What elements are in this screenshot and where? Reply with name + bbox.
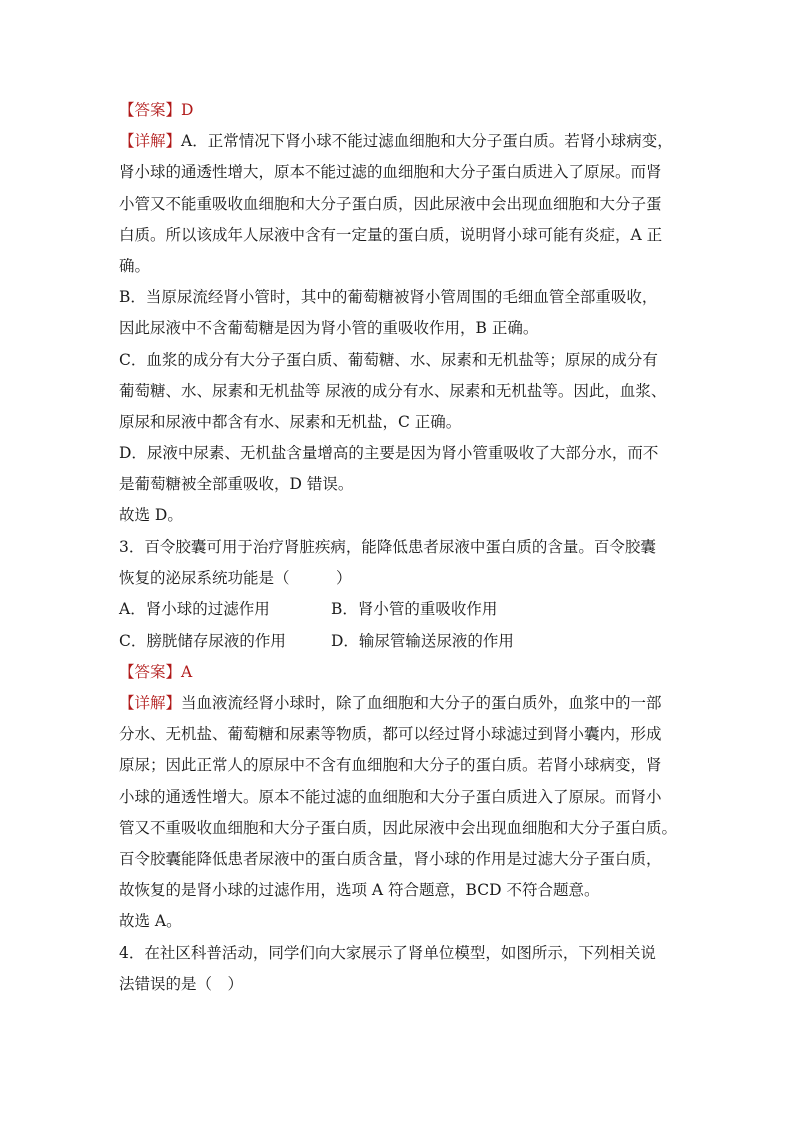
detail-text: D．尿液中尿素、无机盐含量增高的主要是因为肾小管重吸收了大部分水，而不 xyxy=(119,444,659,463)
detail-text: A．正常情况下肾小球不能过滤血细胞和大分子蛋白质。若肾小球病变， xyxy=(181,132,673,151)
answer-value: D xyxy=(181,101,194,119)
detail-text: 原尿和尿液中都含有水、尿素和无机盐，C 正确。 xyxy=(119,412,462,431)
options-row xyxy=(119,594,679,625)
options-row xyxy=(119,626,679,657)
detail-text: 百令胶囊能降低患者尿液中的蛋白质含量，肾小球的作用是过滤大分子蛋白质， xyxy=(119,849,662,868)
detail-text: 葡萄糖、水、尿素和无机盐等 尿液的成分有水、尿素和无机盐等。因此，血浆、 xyxy=(119,381,667,400)
option-c: C．膀胱储存尿液的作用 xyxy=(119,631,286,650)
conclusion-text: 故选 D。 xyxy=(119,506,183,525)
detail-text: 是葡萄糖被全部重吸收，D 错误。 xyxy=(119,475,354,494)
detail-text: 小球的通透性增大。原本不能过滤的血细胞和大分子蛋白质进入了原尿。而肾小 xyxy=(119,787,662,806)
answer-value: A xyxy=(181,662,193,681)
q2-detail-line xyxy=(119,126,679,157)
detail-text: 分水、无机盐、葡萄糖和尿素等物质，都可以经过肾小球滤过到肾小囊内，形成 xyxy=(119,725,662,744)
detail-text: 因此尿液中不含葡萄糖是因为肾小管的重吸收作用，B 正确。 xyxy=(119,319,539,338)
question-stem: 法错误的是（ ） xyxy=(119,975,244,994)
question-3 xyxy=(119,532,679,937)
detail-text: 当血液流经肾小球时，除了血细胞和大分子的蛋白质外，血浆中的一部 xyxy=(181,693,662,712)
q2-answer-line xyxy=(119,95,679,126)
detail-text: 管又不重吸收血细胞和大分子蛋白质，因此尿液中会出现血细胞和大分子蛋白质。 xyxy=(119,818,678,837)
detail-text: 原尿；因此正常人的原尿中不含有血细胞和大分子的蛋白质。若肾小球病变，肾 xyxy=(119,756,662,775)
q3-detail-line xyxy=(119,688,679,719)
question-4 xyxy=(119,938,679,1000)
detail-label: 【详解】 xyxy=(119,132,182,151)
option-d: D．输尿管输送尿液的作用 xyxy=(331,631,514,650)
detail-label: 【详解】 xyxy=(119,693,182,712)
option-a: A．肾小球的过滤作用 xyxy=(119,600,270,619)
answer-label: 【答案】 xyxy=(119,101,182,119)
q3-answer-line xyxy=(119,657,679,688)
detail-text: C．血浆的成分有大分子蛋白质、葡萄糖、水、尿素和无机盐等；原尿的成分有 xyxy=(119,350,658,369)
question-stem: 恢复的泌尿系统功能是（ ） xyxy=(119,569,352,588)
detail-text: 确。 xyxy=(119,256,151,275)
detail-text: 故恢复的是肾小球的过滤作用，选项 A 符合题意，BCD 不符合题意。 xyxy=(119,881,600,900)
conclusion-text: 故选 A。 xyxy=(119,912,182,931)
detail-text: 白质。所以该成年人尿液中含有一定量的蛋白质，说明肾小球可能有炎症，A 正 xyxy=(119,225,663,244)
q2-solution xyxy=(119,95,679,532)
option-b: B．肾小管的重吸收作用 xyxy=(331,600,498,619)
question-stem: 4．在社区科普活动，同学们向大家展示了肾单位模型，如图所示，下列相关说 xyxy=(119,944,656,962)
detail-text: 肾小球的通透性增大，原本不能过滤的血细胞和大分子蛋白质进入了原尿。而肾 xyxy=(119,163,662,182)
detail-text: B．当原尿流经肾小管时，其中的葡萄糖被肾小管周围的毛细血管全部重吸收， xyxy=(119,288,658,307)
question-stem: 3．百令胶囊可用于治疗肾脏疾病，能降低患者尿液中蛋白质的含量。百令胶囊 xyxy=(119,538,656,556)
answer-label: 【答案】 xyxy=(119,662,182,681)
detail-text: 小管又不能重吸收血细胞和大分子蛋白质，因此尿液中会出现血细胞和大分子蛋 xyxy=(119,194,662,213)
